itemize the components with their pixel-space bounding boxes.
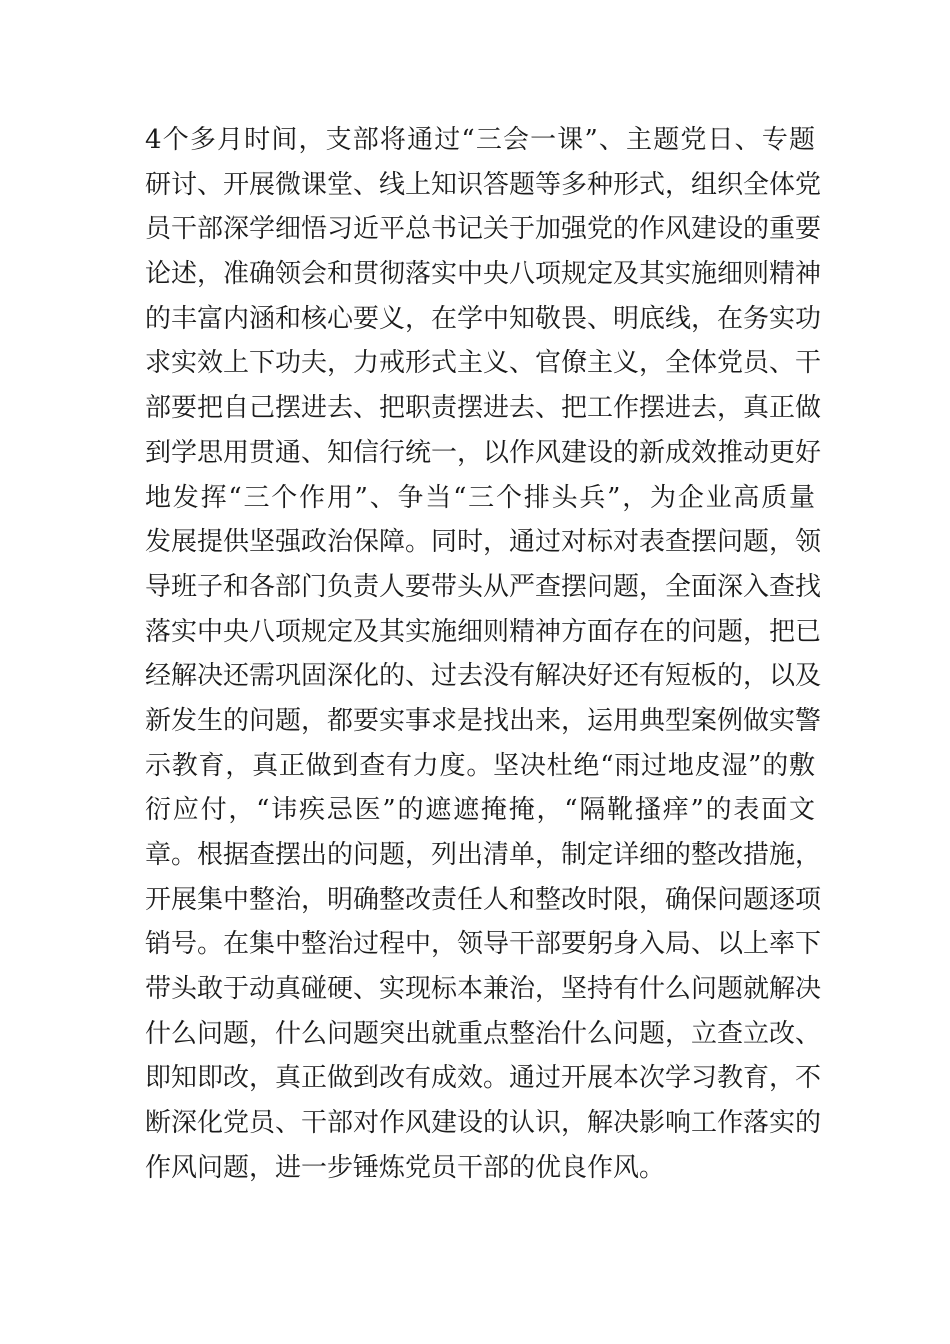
- text-line: 经解决还需巩固深化的、过去没有解决好还有短板的，以及: [145, 661, 822, 692]
- text-line: 到学思用贯通、知信行统一，以作风建设的新成效推动更好: [145, 437, 822, 468]
- text-line: 地发挥“三个作用”、争当“三个排头兵”，为企业高质量: [145, 482, 815, 513]
- text-line: 章。根据查摆出的问题，列出清单，制定详细的整改措施，: [145, 840, 822, 870]
- text-line-last: 作风问题，进一步锤炼党员干部的优良作风。: [145, 1152, 666, 1183]
- text-line: 4个多月时间，支部将通过“三会一课”、主题党日、专题: [145, 125, 815, 155]
- text-line: 销号。在集中整治过程中，领导干部要躬身入局、以上率下: [145, 929, 822, 960]
- text-line: 导班子和各部门负责人要带头从严查摆问题，全面深入查找: [145, 571, 822, 602]
- text-line: 新发生的问题，都要实事求是找出来，运用典型案例做实警: [145, 705, 822, 736]
- text-line: 求实效上下功夫，力戒形式主义、官僚主义，全体党员、干: [145, 348, 822, 379]
- text-line: 的丰富内涵和核心要义，在学中知敬畏、明底线，在务实功: [145, 303, 822, 334]
- text-line: 研讨、开展微课堂、线上知识答题等多种形式，组织全体党: [145, 169, 822, 200]
- text-line: 衍应付，“讳疾忌医”的遮遮掩掩，“隔靴搔痒”的表面文: [145, 795, 815, 826]
- text-line: 即知即改，真正做到改有成效。通过开展本次学习教育，不: [145, 1063, 822, 1094]
- text-line: 带头敢于动真碰硬、实现标本兼治，坚持有什么问题就解决: [145, 974, 822, 1005]
- text-line: 示教育，真正做到查有力度。坚决杜绝“雨过地皮湿”的敷: [145, 750, 815, 781]
- body-paragraph: [145, 118, 822, 1191]
- text-line: 发展提供坚强政治保障。同时，通过对标对表查摆问题，领: [145, 527, 822, 558]
- text-line: 论述，准确领会和贯彻落实中央八项规定及其实施细则精神: [145, 259, 822, 290]
- text-line: 什么问题，什么问题突出就重点整治什么问题，立查立改、: [145, 1018, 822, 1049]
- text-line: 开展集中整治，明确整改责任人和整改时限，确保问题逐项: [145, 884, 822, 915]
- text-line: 断深化党员、干部对作风建设的认识，解决影响工作落实的: [145, 1108, 822, 1139]
- text-line: 落实中央八项规定及其实施细则精神方面存在的问题，把已: [145, 616, 822, 647]
- text-line: 员干部深学细悟习近平总书记关于加强党的作风建设的重要: [145, 214, 822, 245]
- text-line: 部要把自己摆进去、把职责摆进去、把工作摆进去，真正做: [145, 393, 822, 424]
